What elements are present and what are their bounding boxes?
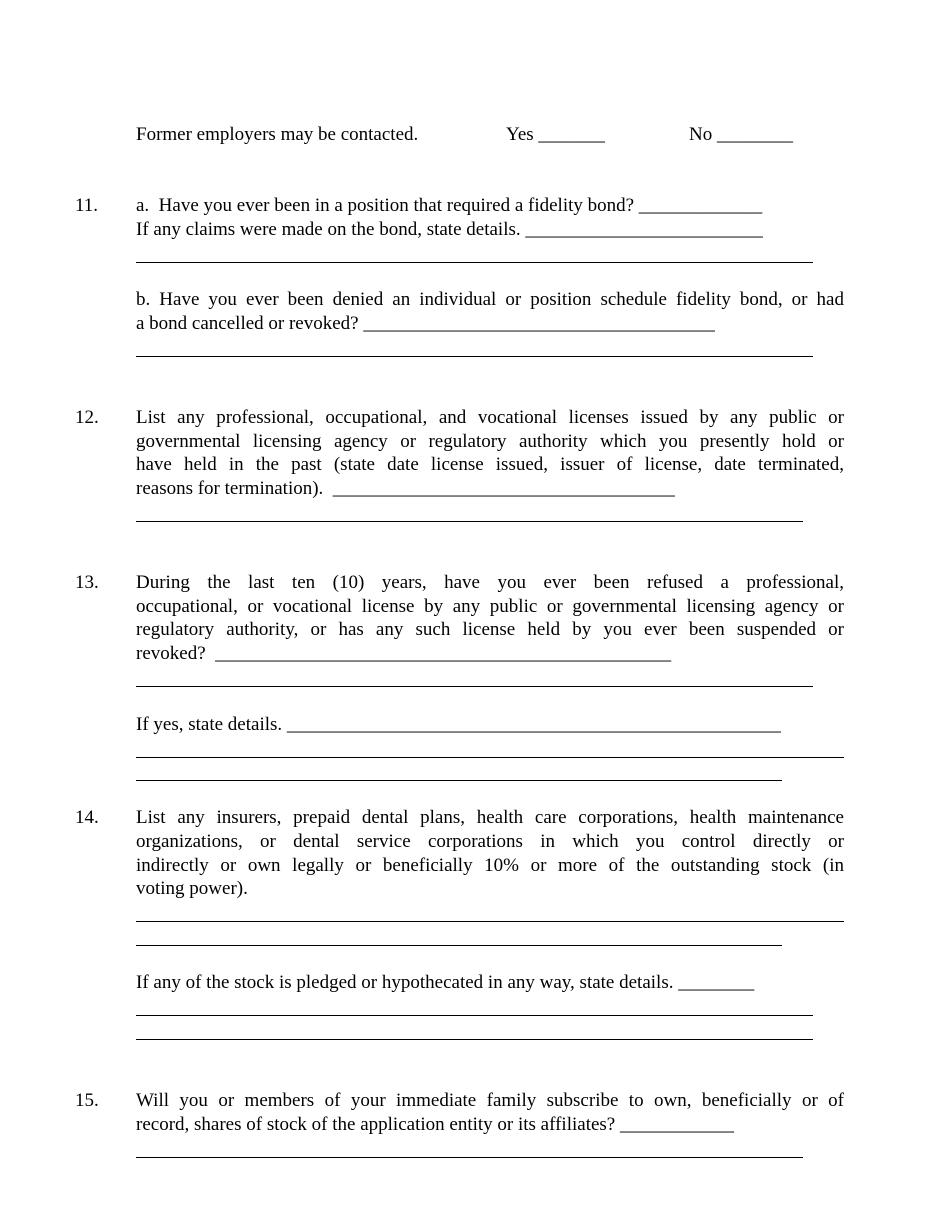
question-12-line-3: have held in the past (state date license issued, issuer of license, date terminated,	[136, 454, 844, 475]
answer-line[interactable]	[136, 262, 813, 263]
question-11b-line-1: b. Have you ever been denied an individual or position schedule fidelity bond, or had	[136, 289, 844, 310]
answer-line[interactable]	[136, 945, 782, 946]
question-14-line-3: indirectly or own legally or beneficially 10% or more of the outstanding stock (in	[136, 855, 844, 876]
question-15-number: 15.	[75, 1090, 99, 1111]
no-field[interactable]: No ________	[689, 124, 793, 145]
question-11a-line-1[interactable]: a. Have you ever been in a position that required a fidelity bond? _____________	[136, 195, 763, 216]
answer-line[interactable]	[136, 1157, 803, 1158]
question-13-line-1: During the last ten (10) years, have you ever been refused a professional,	[136, 572, 844, 593]
question-12-line-1: List any professional, occupational, and vocational licenses issued by any public or	[136, 407, 844, 428]
yes-field[interactable]: Yes _______	[506, 124, 605, 145]
answer-line[interactable]	[136, 921, 844, 922]
question-14-number: 14.	[75, 807, 99, 828]
question-13-number: 13.	[75, 572, 99, 593]
question-14-pledged[interactable]: If any of the stock is pledged or hypothecated in any way, state details. ________	[136, 972, 755, 993]
question-13-if-yes[interactable]: If yes, state details. ____________________________________________________	[136, 714, 781, 735]
question-11-number: 11.	[75, 195, 99, 216]
question-15-line-1: Will you or members of your immediate family subscribe to own, beneficially or of	[136, 1090, 844, 1111]
answer-line[interactable]	[136, 356, 813, 357]
answer-line[interactable]	[136, 521, 803, 522]
question-11b-line-2[interactable]: a bond cancelled or revoked? _____________________________________	[136, 313, 715, 334]
answer-line[interactable]	[136, 1015, 813, 1016]
question-14-line-2: organizations, or dental service corporations in which you control directly or	[136, 831, 844, 852]
question-13-line-4[interactable]: revoked? ________________________________________________	[136, 643, 672, 664]
question-11a-line-2[interactable]: If any claims were made on the bond, state details. _________________________	[136, 219, 763, 240]
answer-line[interactable]	[136, 686, 813, 687]
question-13-line-2: occupational, or vocational license by any public or governmental licensing agency or	[136, 596, 844, 617]
answer-line[interactable]	[136, 780, 782, 781]
question-13-line-3: regulatory authority, or has any such license held by you ever been suspended or	[136, 619, 844, 640]
question-12-line-4[interactable]: reasons for termination). ____________________________________	[136, 478, 675, 499]
answer-line[interactable]	[136, 1039, 813, 1040]
former-employers-label: Former employers may be contacted.	[136, 124, 419, 145]
answer-line[interactable]	[136, 757, 844, 758]
question-15-line-2[interactable]: record, shares of stock of the application entity or its affiliates? ____________	[136, 1114, 734, 1135]
question-14-line-4: voting power).	[136, 878, 248, 899]
question-14-line-1: List any insurers, prepaid dental plans, health care corporations, health maintenance	[136, 807, 844, 828]
question-12-line-2: governmental licensing agency or regulatory authority which you presently hold or	[136, 431, 844, 452]
question-12-number: 12.	[75, 407, 99, 428]
